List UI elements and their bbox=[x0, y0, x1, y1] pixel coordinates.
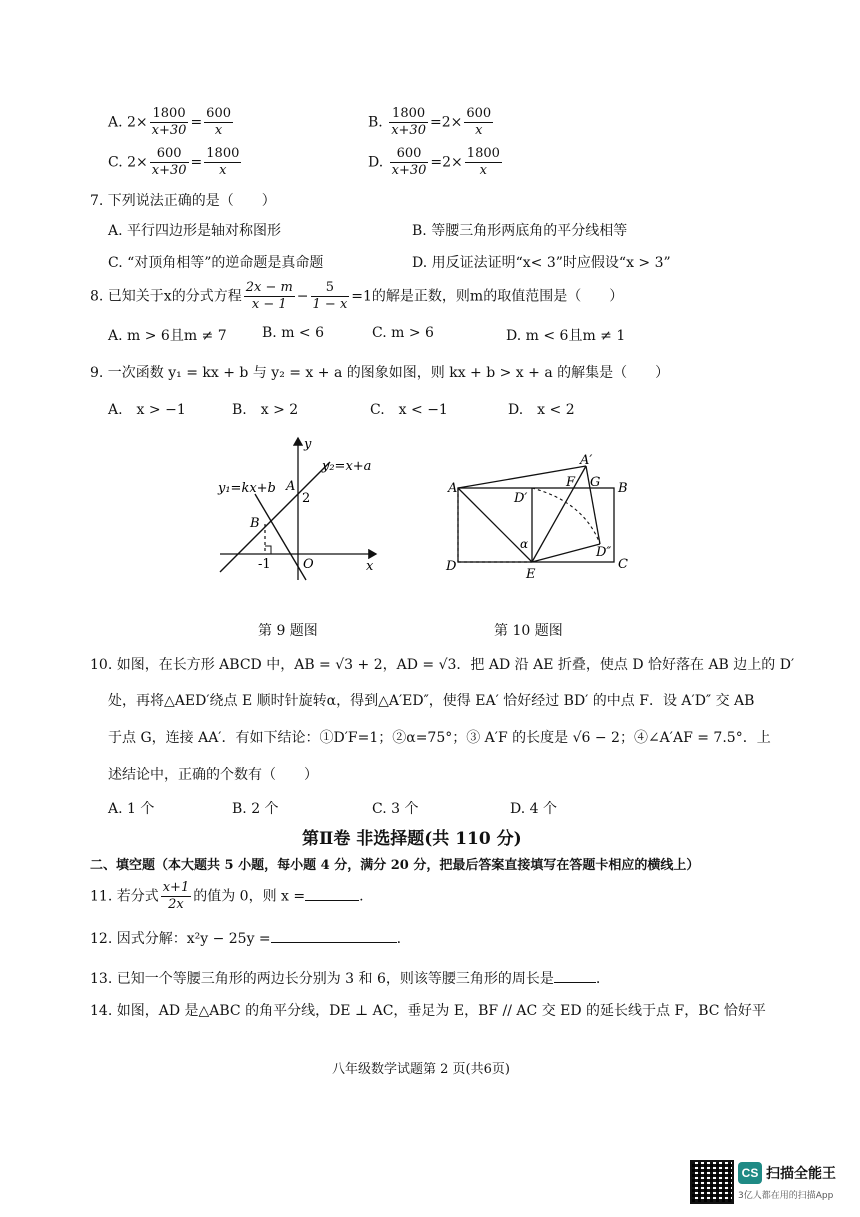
q9-stem: 9. 一次函数 y₁ = kx + b 与 y₂ = x + a 的图象如图，则 kx + b > x + a 的解集是（ ） bbox=[90, 365, 670, 381]
line1-label: y₁=kx+b bbox=[218, 481, 276, 496]
y-label: y bbox=[304, 437, 312, 452]
fraction: $\frac{5}{1 - x}$ bbox=[312, 280, 348, 312]
fraction: $\frac{600}{x}$ bbox=[206, 106, 231, 138]
svg-text:D″: D″ bbox=[596, 545, 612, 560]
qr-code-icon bbox=[690, 1160, 734, 1204]
q10-option-d: D. 4 个 bbox=[510, 801, 557, 817]
fraction: $\frac{1800}{x+30}$ bbox=[391, 106, 426, 138]
q8-option-d: D. m < 6且m ≠ 1 bbox=[506, 328, 626, 344]
right-angle-mark bbox=[265, 546, 271, 554]
q6-option-d: D. $\frac{600}{x+30}$ =2× $\frac{1800}{x}$ bbox=[368, 146, 500, 178]
q10-line4: 述结论中，正确的个数有（ ） bbox=[108, 767, 318, 783]
answer-blank bbox=[305, 886, 359, 901]
camscanner-logo-icon: CS bbox=[738, 1162, 762, 1184]
rotation-arc bbox=[532, 488, 600, 544]
fraction: $\frac{1800}{x}$ bbox=[466, 146, 500, 178]
badge-subtitle: 3亿人都在用的扫描App bbox=[738, 1191, 834, 1201]
q6-option-a: A. 2× $\frac{1800}{x+30}$ = $\frac{600}{x}$ bbox=[108, 106, 231, 138]
svg-text:F: F bbox=[566, 475, 576, 490]
figure-10-caption: 第 10 题图 bbox=[494, 623, 563, 639]
q9-option-d: D. x < 2 bbox=[508, 402, 575, 418]
q13: 13. 已知一个等腰三角形的两边长分别为 3 和 6，则该等腰三角形的周长是 . bbox=[90, 968, 600, 988]
fraction: $\frac{x+1}{2x}$ bbox=[162, 880, 190, 912]
q10-option-b: B. 2 个 bbox=[232, 801, 279, 817]
figure-9 bbox=[210, 432, 390, 582]
q6-option-c: C. 2× $\frac{600}{x+30}$ = $\frac{1800}{x}$ bbox=[108, 146, 240, 178]
point-b-label: B bbox=[250, 516, 260, 531]
fraction: $\frac{600}{x}$ bbox=[466, 106, 492, 138]
svg-text:E: E bbox=[526, 567, 536, 582]
fraction: $\frac{600}{x+30}$ bbox=[151, 146, 187, 178]
answer-blank bbox=[554, 968, 596, 983]
section-title: 第Ⅱ卷 非选择题(共 110 分) bbox=[302, 829, 522, 849]
svg-text:D: D bbox=[446, 559, 457, 574]
fraction: $\frac{2x - m}{x - 1}$ bbox=[245, 280, 293, 312]
q7-stem: 7. 下列说法正确的是（ ） bbox=[90, 193, 276, 209]
q8-option-c: C. m > 6 bbox=[372, 325, 434, 341]
q14: 14. 如图，AD 是△ABC 的角平分线，DE ⊥ AC，垂足为 E，BF // AC 交 ED 的延长线于点 F，BC 恰好平 bbox=[90, 1003, 766, 1019]
svg-text:B: B bbox=[618, 481, 628, 496]
tick-two-label: 2 bbox=[302, 491, 311, 506]
x-label: x bbox=[366, 559, 374, 574]
page-footer: 八年级数学试题第 2 页(共6页) bbox=[332, 1062, 510, 1077]
q8-option-a: A. m > 6且m ≠ 7 bbox=[108, 328, 227, 344]
fraction: $\frac{1800}{x+30}$ bbox=[151, 106, 187, 138]
rect-abcd bbox=[458, 488, 614, 562]
section-instructions: 二、填空题（本大题共 5 小题，每小题 4 分，满分 20 分，把最后答案直接填写在答题卡相应的横线上） bbox=[90, 858, 700, 873]
badge-title: 扫描全能王 bbox=[766, 1166, 836, 1182]
q8-option-b: B. m < 6 bbox=[262, 325, 325, 341]
figure-10 bbox=[444, 452, 644, 582]
svg-text:D′: D′ bbox=[514, 491, 528, 506]
q10-line2: 处，再将△AED′绕点 E 顺时针旋转α，得到△A′ED″，使得 EA′ 恰好经过 BD′ 的中点 F．设 A′D″ 交 AB bbox=[108, 693, 755, 709]
q10-option-c: C. 3 个 bbox=[372, 801, 419, 817]
q9-option-b: B. x > 2 bbox=[232, 402, 299, 418]
q7-option-d: D. 用反证法证明“x< 3”时应假设“x > 3” bbox=[412, 255, 671, 271]
q10-option-a: A. 1 个 bbox=[108, 801, 155, 817]
q10-line1: 10. 如图，在长方形 ABCD 中，AB = √3 + 2，AD = √3．把 AD 沿 AE 折叠，使点 D 恰好落在 AB 边上的 D′ bbox=[90, 657, 795, 673]
line2-label: y₂=x+a bbox=[322, 459, 372, 474]
q7-option-b: B. 等腰三角形两底角的平分线相等 bbox=[412, 223, 628, 239]
q7-option-c: C. “对顶角相等”的逆命题是真命题 bbox=[108, 255, 324, 271]
svg-text:α: α bbox=[520, 537, 529, 551]
tick-neg1-label: -1 bbox=[258, 557, 271, 572]
fraction: $\frac{1800}{x}$ bbox=[206, 146, 240, 178]
q10-line3: 于点 G，连接 AA′．有如下结论：①D′F=1；②α=75°；③ A′F 的长度是 √6 − 2；④∠A′AF = 7.5°．上 bbox=[108, 730, 771, 746]
answer-blank bbox=[271, 928, 397, 943]
svg-text:A: A bbox=[448, 481, 458, 496]
q11: 11. 若分式 $\frac{x+1}{2x}$ 的值为 0，则 x = . bbox=[90, 880, 364, 912]
figure-9-caption: 第 9 题图 bbox=[258, 623, 318, 639]
q6-option-b: B. $\frac{1800}{x+30}$ =2× $\frac{600}{x}$ bbox=[368, 106, 492, 138]
svg-text:G: G bbox=[590, 475, 601, 490]
q8-stem: 8. 已知关于x的分式方程 $\frac{2x - m}{x - 1}$ − $\frac{5}{1 - x}$ =1的解是正数，则m的取值范围是（ ） bbox=[90, 280, 624, 312]
origin-label: O bbox=[303, 557, 314, 572]
svg-text:A′: A′ bbox=[580, 453, 593, 468]
q12: 12. 因式分解：x²y − 25y = . bbox=[90, 928, 401, 948]
svg-text:C: C bbox=[618, 557, 628, 572]
q9-option-a: A. x > −1 bbox=[108, 402, 186, 418]
q9-option-c: C. x < −1 bbox=[370, 402, 448, 418]
line-y2 bbox=[220, 462, 330, 572]
point-a-label: A bbox=[286, 479, 296, 494]
fraction: $\frac{600}{x+30}$ bbox=[391, 146, 427, 178]
q7-option-a: A. 平行四边形是轴对称图形 bbox=[108, 223, 282, 239]
